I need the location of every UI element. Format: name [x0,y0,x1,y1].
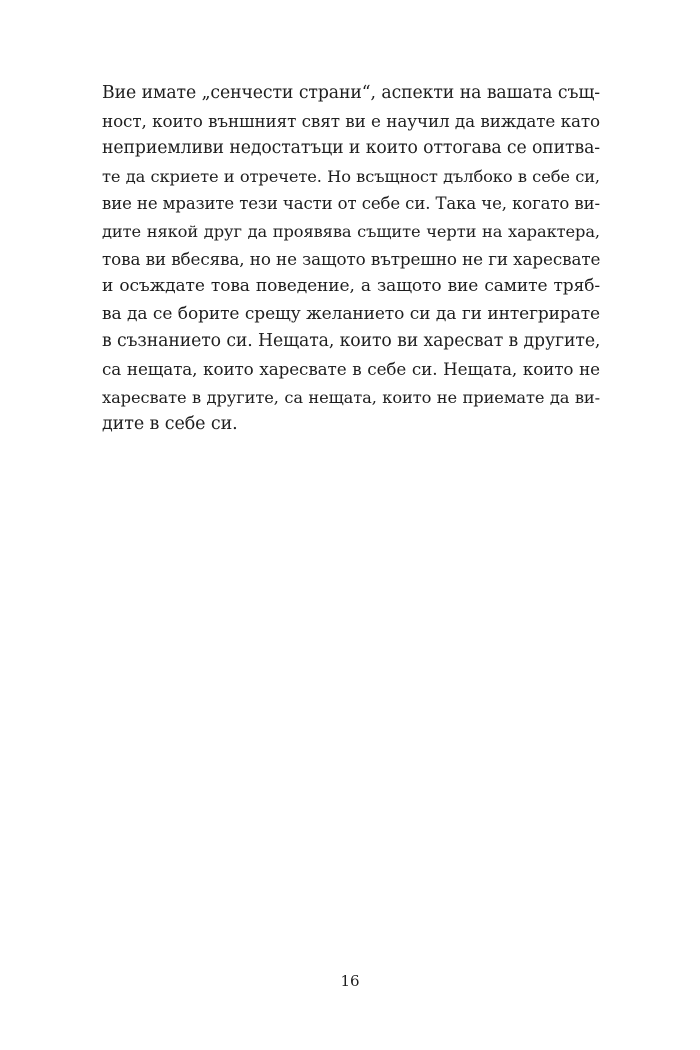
page-number: 16 [340,972,360,990]
text-line-4: те да скриете и отречете. Но всъщност дълбоко в себе си, [102,166,600,186]
text-line-3: неприемливи недостатъци и които оттогава се опитва- [102,138,601,159]
text-line-12: харесвате в другите, са нещата, които не приемате да ви- [102,387,600,407]
text-line-13: дите в себе си. [102,414,238,435]
text-line-5: вие не мразите тези части от себе си. Така че, когато ви- [102,194,600,214]
body-paragraph [102,80,600,439]
text-line-1: Вие имате „сенчести страни“, аспекти на вашата същ- [102,83,600,103]
text-line-9: ва да се борите срещу желанието си да ги интегрирате [102,303,600,324]
text-line-7: това ви вбесява, но не защото вътрешно не ги харесвате [102,248,601,269]
text-line-6: дите някой друг да проявява същите черти на характера, [102,221,600,241]
text-line-2: ност, които външният свят ви е научил да виждате като [102,110,600,131]
text-line-10: в съзнанието си. Нещата, които ви харесват в другите, [102,331,601,352]
text-line-8: и осъждате това поведение, а защото вие самите тряб- [102,276,600,297]
text-line-11: са нещата, които харесвате в себе си. Нещата, които не [102,358,600,379]
